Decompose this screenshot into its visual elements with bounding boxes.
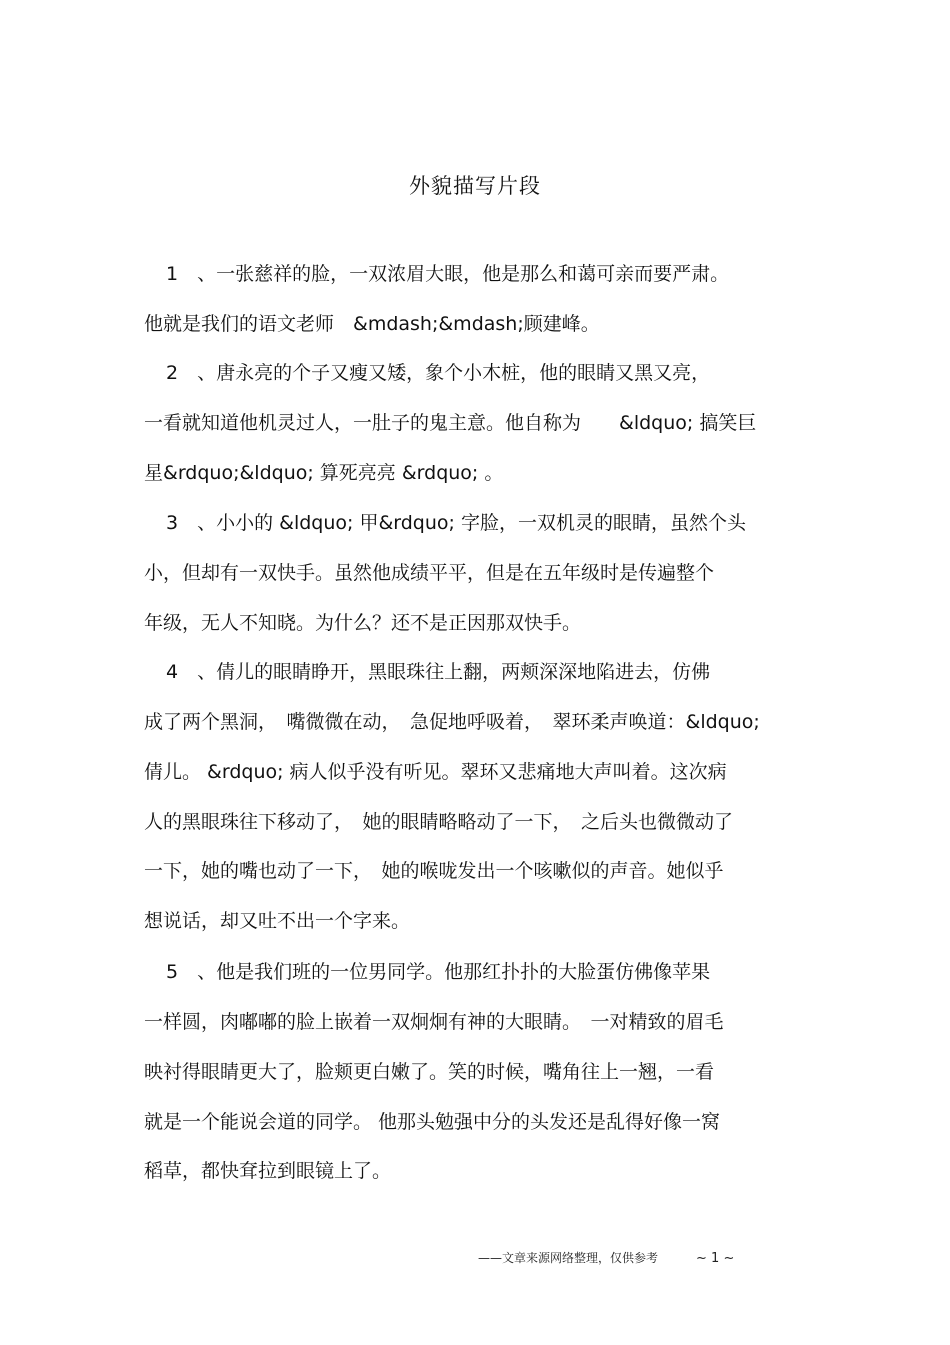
page-footer [478,1248,734,1269]
text-line: 想说话，却又吐不出一个字来。 [144,910,411,932]
text-line: 他就是我们的语文老师 &mdash;&mdash;顾建峰。 [144,313,600,335]
source-note: ——文章来源网络整理，仅供参考 [478,1251,659,1265]
text-line: 1 、一张慈祥的脸，一双浓眉大眼，他是那么和蔼可亲而要严肃。 [166,263,730,285]
text-line: 5 、他是我们班的一位男同学。他那红扑扑的大脸蛋仿佛像苹果 [166,961,711,983]
document-title: 外貌描写片段 [409,174,541,198]
text-line: 4 、倩儿的眼睛睁开，黑眼珠往上翻，两颊深深地陷进去，仿佛 [166,661,711,683]
text-line: 小，但却有一双快手。虽然他成绩平平，但是在五年级时是传遍整个 [144,562,715,584]
text-line: 稻草，都快耷拉到眼镜上了。 [144,1160,392,1182]
text-line: 一样圆，肉嘟嘟的脸上嵌着一双炯炯有神的大眼睛。 一对精致的眉毛 [144,1011,724,1033]
text-line: 一下，她的嘴也动了一下， 她的喉咙发出一个咳嗽似的声音。她似乎 [144,860,724,882]
page-number: ~ 1 ~ [696,1251,735,1266]
text-line: 星&rdquo;&ldquo; 算死亮亮 &rdquo; 。 [144,462,504,484]
text-line: 人的黑眼珠往下移动了， 她的眼睛略略动了一下， 之后头也微微动了 [144,811,734,833]
text-line: 倩儿。 &rdquo; 病人似乎没有听见。翠环又悲痛地大声叫着。这次病 [144,761,727,783]
text-line: 2 、唐永亮的个子又瘦又矮，象个小木桩，他的眼睛又黑又亮， [166,362,711,384]
text-line: 年级，无人不知晓。为什么？还不是正因那双快手。 [144,612,582,634]
text-line: 映衬得眼睛更大了，脸颊更白嫩了。笑的时候，嘴角往上一翘，一看 [144,1061,715,1083]
text-line: 一看就知道他机灵过人，一肚子的鬼主意。他自称为 &ldquo; 搞笑巨 [144,412,757,434]
text-line: 成了两个黑洞， 嘴微微在动， 急促地呼吸着， 翠环柔声唤道：&ldquo; [144,711,760,733]
text-line: 就是一个能说会道的同学。 他那头勉强中分的头发还是乱得好像一窝 [144,1111,721,1133]
text-line: 3 、小小的 &ldquo; 甲&rdquo; 字脸，一双机灵的眼睛，虽然个头 [166,512,746,534]
